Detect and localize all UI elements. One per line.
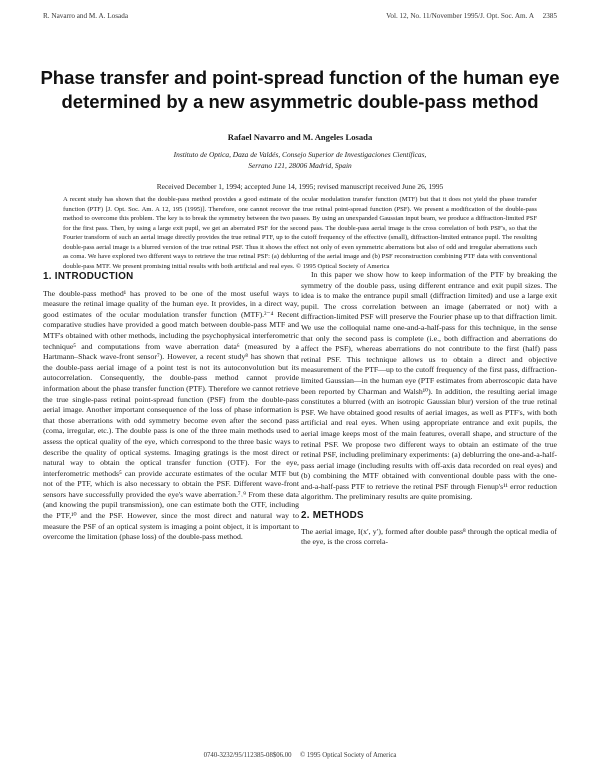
copyright-footer: 0740-3232/95/112385-08$06.00 © 1995 Optical Society of America [203,752,397,759]
received-dates: Received December 1, 1994; accepted June 14, 1995; revised manuscript received June 26, 1995 [156,182,444,191]
left-column [43,270,299,543]
introduction-continued-text: In this paper we show how to keep information of the PTF by breaking the symmetry of the double pass, using different entrance and exit pupil sizes. The idea is to make the entrance pupil small (diffraction limited) and use a large exit pupil. The cross correlation between an image (aberrated or not) with a diffraction-limited PSF will preserve the Fourier phase up to that diffraction limit. We use the colloquial name one-and-a-half-pass for this technique, in the sense that only the second pass is complete (i.e., both diffraction and aberrations do affect the PSF), whereas aberrations do not contribute to the first (half) pass retinal PSF. This technique allows us to obtain a direct and objective measurement of the PTF—up to the cutoff frequency of the first pass, diffraction-limited Gaussian—in the human eye (PTF estimates from aberroscopic data have been reported by Charman and Walsh¹⁰). In addition, the resulting aerial image constitutes a blurred (with an isotropic Gaussian blur) version of the true retinal PSF. We have obtained good results of aerial images, as well as PTF's, with both artificial and real eyes. When using appropriate entrance and exit pupils, the aerial image keeps most of the main features, overall shape, and structure of the retinal PSF. We propose two different ways to obtain an estimate of the true retinal PSF, including preliminary experiments: (a) deblurring the one-and-a-half-pass aerial image (including results with off-axis data recorded on real eyes) and (b) combining the MTF obtained with conventional double pass with the one-and-a-half-pass PTF to retrieve the retinal PSF through Fienup's¹¹ error reduction algorithm. The preliminary results are quite promising. [301,270,557,502]
paper-title: Phase transfer and point-spread function of the human eye determined by a new asymmetric double-pass method [40,67,560,112]
affiliation-line-1: Instituto de Optica, Daza de Valdés, Consejo Superior de Investigaciones Científicas, [173,150,427,159]
affiliation [40,149,560,171]
abstract: A recent study has shown that the double-pass method provides a good estimate of the ocular modulation transfer function (MTF) but that it does not yield the phase transfer function (PTF) [J. Opt. Soc. Am. A 12, 195 (1995)]. Therefore, one cannot recover the true retinal point-spread function (PSF). We present a modification of the double-pass method to overcome this problem. The key is to break the symmetry between the two passes. By using an unexpanded Gaussian input beam, we produce a diffraction-limited PSF for the first pass. Then, by using a large exit pupil, we get an aberrated PSF for the second pass. The double-pass aerial image is the cross correlation of both PSF's, so that the Fourier transform of such an aerial image directly provides the true retinal PTF, up to the cutoff frequency of the effective (small), diffraction-limited entrance pupil. The resulting double-pass aerial image is a blurred version of the true retinal PSF. Thus it shows the effect not only of even symmetric aberrations but also of odd and irregular aberrations such as coma. We have explored two different ways to retrieve the true retinal PSF: (a) deblurring of the aerial image and (b) PSF reconstruction combining PTF data with conventional double-pass MTF. We present promising initial results with both artificial and real eyes. © 1995 Optical Society of America [63,196,537,270]
methods-heading: 2. METHODS [301,510,364,522]
right-column [301,270,557,548]
introduction-text: The double-pass method¹ has proved to be one of the most useful ways to measure the retinal image quality of the human eye. It provides, in a direct way, good estimates of the ocular modulation transfer function (MTF).²⁻⁴ Recent comparative studies have provided a good match between double-pass MTF and MTF's obtained with other methods, including the psychophysical interferometric technique⁵ and computations from wave aberration data⁶ (measured by a Hartmann–Shack wave-front sensor⁷). However, a recent study⁸ has shown that the double-pass aerial image of a point test is not its autoconvolution but its autocorrelation. Consequently, the double-pass method cannot provide information about the phase transfer function (PTF). Therefore we cannot retrieve the true single-pass retinal point-spread function (PSF) from the double-pass aerial image. Another important consequence of the loss of phase information is that those aberrations with odd symmetry become even after the second pass (coma, irregular, etc.). The double pass is one of the three main methods used to assess the optical quality of the eye, which correspond to the three basic ways to describe the quality of optical systems. Imaging gratings is the most direct or natural way to obtain the optical transfer function (OTF). For the eye, interferometric methods⁵ can provide accurate estimates of the ocular MTF but not of the PTF, which is also necessary to obtain the PSF. Different wave-front sensors have successfully provided the eye's wave aberration.⁷˒⁹ From these data (and knowing the pupil transmission), one can estimate both the OTF, including the PTF,¹⁰ and the PSF. However, since the most direct and natural way to measure the PSF of an optical system is imaging a point object, it is important to overcome the limitation (phase loss) of the double-pass method. [43,288,299,542]
header-authors: R. Navarro and M. A. Losada [43,12,129,20]
affiliation-line-2: Serrano 121, 28006 Madrid, Spain [248,161,352,170]
author-list: Rafael Navarro and M. Angeles Losada [227,132,373,142]
header-journal-info: Vol. 12, No. 11/November 1995/J. Opt. Soc. Am. A 2385 [386,12,557,20]
introduction-heading: 1. INTRODUCTION [43,271,134,282]
methods-text: The aerial image, I(x′, y′), formed after double pass⁸ through the optical media of the eye, is the cross correla- [301,526,557,547]
